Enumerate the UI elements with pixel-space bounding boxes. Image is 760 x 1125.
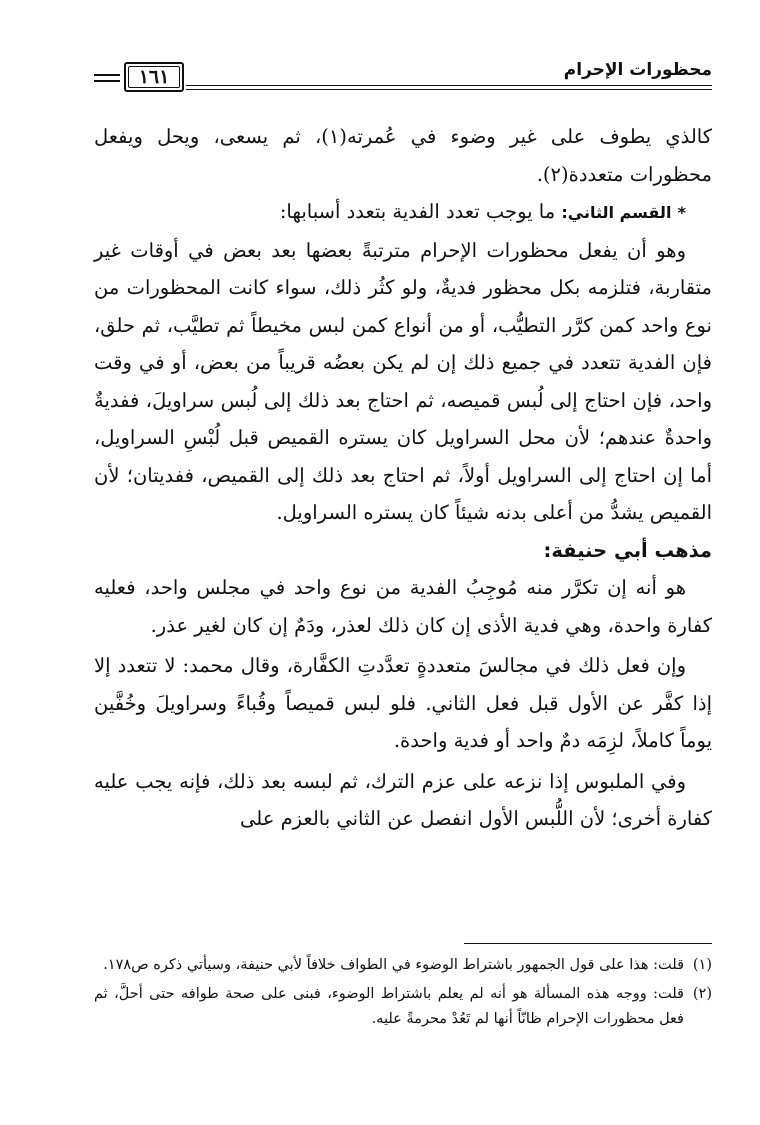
page-number: ١٦١ — [138, 66, 170, 88]
paragraph-2: وهو أن يفعل محظورات الإحرام مترتبةً بعضها بعد بعض في أوقات غير متقاربة، فتلزمه بكل محظور فديةٌ، ولو كثُر ذلك، سواء كانت المحظورات من نوع واحد كمن كرَّر التطيُّب، أو من أنواع كمن لبس مخيطاً ثم تطيَّب، ثم حلق، فإن الفدية تتعدد في جميع ذلك إن لم يكن بعضُه قريباً من بعض، أو في وقت واحد، فإن احتاج إلى لُبس قميصه، ثم احتاج بعد ذلك إلى لُبس سراويلَ، ففديةٌ واحدةٌ عندهم؛ لأن محل السراويل كان يستره القميص قبل لُبْسِ السراويل، أما إن احتاج إلى السراويل أولاً، ثم احتاج بعد ذلك إلى القميص، ففديتان؛ لأن القميص يشدُّ من أعلى بدنه شيئاً كان يستره السراويل. — [94, 238, 712, 524]
paragraph-3: هو أنه إن تكرَّر منه مُوجِبُ الفدية من نوع واحد في مجلس واحد، فعليه كفارة واحدة، وهي فدية الأذى إن كان ذلك لعذر، ودَمٌ إن كان لغير عذر. — [94, 576, 712, 637]
footnotes — [94, 953, 712, 1036]
header-rule-double — [186, 89, 712, 90]
footnote-text: قلت: ووجه هذه المسألة هو أنه لم يعلم باشتراط الوضوء، فبنى على صحة طوافه حتى أحلَّ، ثم فعل محظورات الإحرام ظانّاً أنها لم تَعُدْ محرمةً عليه. — [94, 986, 684, 1027]
footnote-2 — [94, 982, 712, 1032]
section-two-label: القسم الثاني: — [561, 203, 672, 222]
main-text — [94, 118, 712, 838]
page-header — [94, 56, 712, 96]
footnote-text: قلت: هذا على قول الجمهور باشتراط الوضوء في الطواف خلافاً لأبي حنيفة، وسيأتي ذكره ص١٧٨. — [103, 957, 684, 973]
paragraph-5: وفي الملبوس إذا نزعه على عزم الترك، ثم لبسه بعد ذلك، فإنه يجب عليه كفارة أخرى؛ لأن اللُّبس الأول انفصل عن الثاني بالعزم على — [94, 769, 712, 830]
header-dash — [94, 74, 120, 76]
section-two-text: ما يوجب تعدد الفدية بتعدد أسبابها: — [279, 200, 556, 223]
page-number-box — [124, 62, 184, 92]
hanafi-heading: مذهب أبي حنيفة: — [543, 538, 712, 562]
header-dash — [94, 80, 120, 82]
footnote-separator — [464, 943, 712, 944]
running-title: محظورات الإحرام — [563, 60, 712, 80]
header-rule — [186, 85, 712, 86]
footnote-number: (٢) — [692, 986, 712, 1002]
footnote-1 — [94, 953, 712, 978]
star-marker: * — [677, 203, 686, 222]
paragraph-4: وإن فعل ذلك في مجالسَ متعددةٍ تعدَّدتِ الكفَّارة، وقال محمد: لا تتعدد إلا إذا كفَّر عن الأول قبل فعل الثاني. فلو لبس قميصاً وقُباءً وسراويلَ وخُفَّين يوماً كاملاً، لزِمَه دمٌ واحد أو فدية واحدة. — [94, 654, 712, 752]
section-two-line — [94, 193, 712, 232]
paragraph-1: كالذي يطوف على غير وضوء في عُمرته(١)، ثم يسعى، ويحل ويفعل محظورات متعددة(٢). — [94, 125, 712, 186]
footnote-number: (١) — [692, 957, 712, 973]
